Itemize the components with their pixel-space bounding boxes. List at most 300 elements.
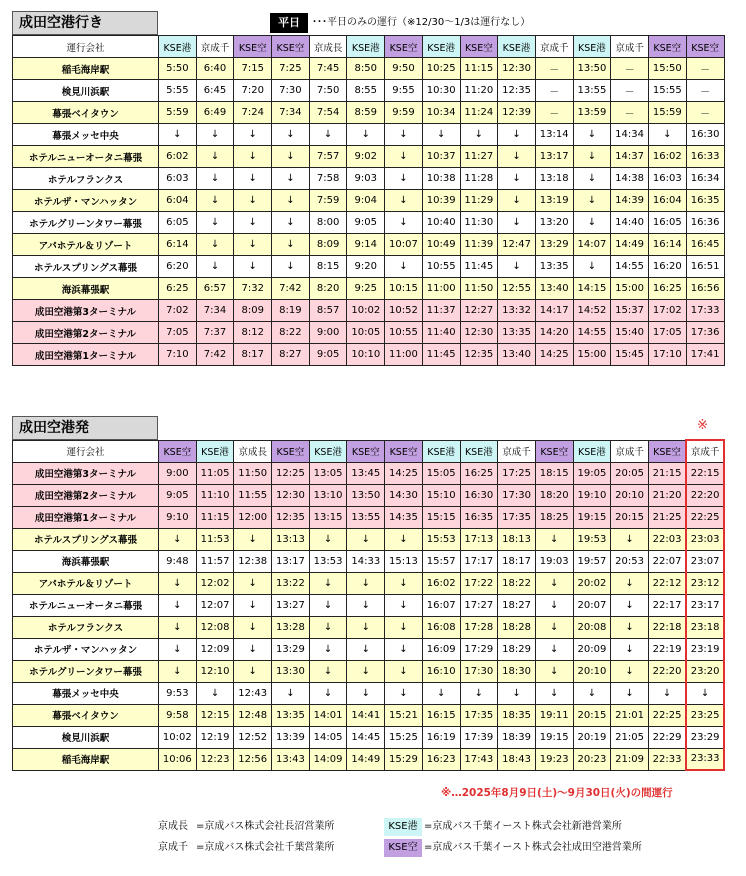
time-cell: ↓: [234, 168, 272, 190]
time-cell: ↓: [535, 638, 573, 660]
stop-row: [13, 572, 725, 594]
time-cell: ↓: [573, 212, 611, 234]
time-cell: ↓: [159, 616, 197, 638]
time-cell: ↓: [272, 190, 310, 212]
time-cell: ↓: [535, 572, 573, 594]
time-cell: 16:04: [648, 190, 686, 212]
time-cell: 23:12: [686, 572, 724, 594]
stop-row: [13, 124, 725, 146]
stop-name: 成田空港第2ターミナル: [13, 484, 159, 506]
stop-name: 検見川浜駅: [13, 80, 159, 102]
time-cell: 10:49: [422, 234, 460, 256]
time-cell: 15:37: [611, 300, 649, 322]
time-cell: ↓: [347, 572, 385, 594]
time-cell: 20:15: [573, 704, 611, 726]
time-cell: 17:36: [686, 322, 724, 344]
time-cell: 9:03: [347, 168, 385, 190]
time-cell: 13:32: [498, 300, 536, 322]
time-cell: 16:25: [648, 278, 686, 300]
time-cell: 20:05: [611, 462, 649, 484]
stop-name: 成田空港第3ターミナル: [13, 300, 159, 322]
time-cell: ↓: [196, 124, 234, 146]
time-cell: 23:17: [686, 594, 724, 616]
time-cell: 13:10: [309, 484, 347, 506]
time-cell: 9:02: [347, 146, 385, 168]
time-cell: ↓: [347, 660, 385, 682]
timetable-from-airport: [12, 439, 725, 771]
time-cell: 15:21: [385, 704, 423, 726]
time-cell: 23:18: [686, 616, 724, 638]
legend-desc-naganuma: =京成バス株式会社長沼営業所: [196, 821, 335, 832]
time-cell: 17:41: [686, 344, 724, 366]
time-cell: 6:14: [159, 234, 197, 256]
special-service-mark: ※: [697, 418, 708, 433]
operator-cell: 京成千: [498, 440, 536, 462]
stop-name: ホテルニューオータニ幕張: [13, 594, 159, 616]
time-cell: 11:30: [460, 212, 498, 234]
time-cell: 17:35: [498, 506, 536, 528]
time-cell: 8:50: [347, 58, 385, 80]
time-cell: 5:59: [159, 102, 197, 124]
time-cell: 17:28: [460, 616, 498, 638]
time-cell: 16:51: [686, 256, 724, 278]
time-cell: 6:40: [196, 58, 234, 80]
time-cell: 13:29: [272, 638, 310, 660]
time-cell: 16:56: [686, 278, 724, 300]
time-cell: 10:52: [385, 300, 423, 322]
operator-cell: KSE港: [422, 440, 460, 462]
time-cell: 12:30: [460, 322, 498, 344]
time-cell: ↓: [385, 638, 423, 660]
time-cell: 6:05: [159, 212, 197, 234]
time-cell: 7:50: [309, 80, 347, 102]
time-cell: 22:33: [648, 748, 686, 770]
time-cell: 17:27: [460, 594, 498, 616]
time-cell: 22:20: [648, 660, 686, 682]
time-cell: 10:37: [422, 146, 460, 168]
time-cell: 6:49: [196, 102, 234, 124]
time-cell: ↓: [196, 190, 234, 212]
stop-row: [13, 462, 725, 484]
time-cell: 13:14: [535, 124, 573, 146]
operator-cell: KSE空: [347, 440, 385, 462]
time-cell: 13:35: [535, 256, 573, 278]
time-cell: 7:59: [309, 190, 347, 212]
time-cell: 11:53: [196, 528, 234, 550]
time-cell: 7:15: [234, 58, 272, 80]
time-cell: 16:19: [422, 726, 460, 748]
time-cell: 12:19: [196, 726, 234, 748]
stop-name: 幕張ベイタウン: [13, 704, 159, 726]
time-cell: 8:55: [347, 80, 385, 102]
time-cell: 15:25: [385, 726, 423, 748]
time-cell: ↓: [385, 212, 423, 234]
stop-row: [13, 704, 725, 726]
time-cell: 14:52: [573, 300, 611, 322]
stop-row: [13, 168, 725, 190]
stop-name: 幕張メッセ中央: [13, 682, 159, 704]
time-cell: 14:37: [611, 146, 649, 168]
time-cell: 12:48: [234, 704, 272, 726]
time-cell: 11:00: [385, 344, 423, 366]
time-cell: 7:24: [234, 102, 272, 124]
time-cell: 19:03: [535, 550, 573, 572]
time-cell: 16:09: [422, 638, 460, 660]
time-cell: 11:15: [196, 506, 234, 528]
time-cell: 23:33: [686, 748, 724, 770]
time-cell: 7:54: [309, 102, 347, 124]
time-cell: 14:07: [573, 234, 611, 256]
time-cell: 11:37: [422, 300, 460, 322]
time-cell: 10:34: [422, 102, 460, 124]
operator-cell: 京成長: [309, 36, 347, 58]
time-cell: 13:50: [347, 484, 385, 506]
stop-name: 成田空港第1ターミナル: [13, 344, 159, 366]
time-cell: 5:55: [159, 80, 197, 102]
time-cell: ↓: [196, 682, 234, 704]
section2-title: 成田空港発: [12, 416, 158, 440]
time-cell: 17:05: [648, 322, 686, 344]
time-cell: 7:32: [234, 278, 272, 300]
time-cell: ↓: [611, 638, 649, 660]
time-cell: ↓: [234, 124, 272, 146]
stop-name: 稲毛海岸駅: [13, 748, 159, 770]
time-cell: 22:03: [648, 528, 686, 550]
time-cell: ↓: [234, 572, 272, 594]
time-cell: 13:55: [347, 506, 385, 528]
time-cell: 23:07: [686, 550, 724, 572]
time-cell: 19:11: [535, 704, 573, 726]
time-cell: 12:56: [234, 748, 272, 770]
time-cell: 16:30: [686, 124, 724, 146]
time-cell: ↓: [196, 256, 234, 278]
time-cell: 13:22: [272, 572, 310, 594]
time-cell: －: [535, 58, 573, 80]
time-cell: 11:10: [196, 484, 234, 506]
time-cell: 21:15: [648, 462, 686, 484]
time-cell: 13:20: [535, 212, 573, 234]
time-cell: 11:05: [196, 462, 234, 484]
time-cell: ↓: [573, 682, 611, 704]
time-cell: 17:22: [460, 572, 498, 594]
time-cell: 16:35: [460, 506, 498, 528]
time-cell: ↓: [573, 168, 611, 190]
time-cell: ↓: [159, 638, 197, 660]
time-cell: 13:29: [535, 234, 573, 256]
time-cell: ↓: [309, 572, 347, 594]
time-cell: 6:20: [159, 256, 197, 278]
stop-name: ホテルグリーンタワー幕張: [13, 660, 159, 682]
stop-name: 稲毛海岸駅: [13, 58, 159, 80]
operator-header-label: 運行会社: [13, 440, 159, 462]
time-cell: 12:27: [460, 300, 498, 322]
time-cell: 20:08: [573, 616, 611, 638]
stop-row: [13, 594, 725, 616]
time-cell: 8:19: [272, 300, 310, 322]
time-cell: 16:23: [422, 748, 460, 770]
time-cell: 8:09: [309, 234, 347, 256]
time-cell: 14:35: [385, 506, 423, 528]
stop-name: 海浜幕張駅: [13, 550, 159, 572]
stop-row: [13, 80, 725, 102]
time-cell: 18:43: [498, 748, 536, 770]
stop-row: [13, 146, 725, 168]
time-cell: 22:25: [648, 704, 686, 726]
stop-row: [13, 484, 725, 506]
time-cell: 21:05: [611, 726, 649, 748]
time-cell: 11:28: [460, 168, 498, 190]
time-cell: 14:49: [611, 234, 649, 256]
operator-cell: KSE空: [648, 440, 686, 462]
stop-row: [13, 102, 725, 124]
time-cell: 11:50: [234, 462, 272, 484]
time-cell: 19:05: [573, 462, 611, 484]
time-cell: ↓: [385, 660, 423, 682]
time-cell: 15:00: [573, 344, 611, 366]
time-cell: 21:25: [648, 506, 686, 528]
time-cell: ↓: [611, 528, 649, 550]
time-cell: 16:02: [422, 572, 460, 594]
time-cell: 14:01: [309, 704, 347, 726]
time-cell: 13:28: [272, 616, 310, 638]
time-cell: 7:57: [309, 146, 347, 168]
time-cell: 8:57: [309, 300, 347, 322]
time-cell: 19:53: [573, 528, 611, 550]
stop-name: ホテルグリーンタワー幕張: [13, 212, 159, 234]
operator-cell: KSE港: [347, 36, 385, 58]
operator-cell: KSE空: [234, 36, 272, 58]
operator-cell: KSE港: [573, 440, 611, 462]
time-cell: ↓: [648, 682, 686, 704]
legend-desc-chiba: =京成バス株式会社千葉営業所: [196, 842, 335, 853]
time-cell: ↓: [498, 168, 536, 190]
time-cell: ↓: [272, 212, 310, 234]
time-cell: 19:23: [535, 748, 573, 770]
time-cell: 14:33: [347, 550, 385, 572]
stop-name: ホテルスプリングス幕張: [13, 528, 159, 550]
stop-row: [13, 550, 725, 572]
time-cell: 13:35: [498, 322, 536, 344]
time-cell: ↓: [234, 638, 272, 660]
time-cell: 13:39: [272, 726, 310, 748]
time-cell: 20:09: [573, 638, 611, 660]
time-cell: 13:27: [272, 594, 310, 616]
time-cell: 15:59: [648, 102, 686, 124]
time-cell: ↓: [196, 146, 234, 168]
time-cell: 21:09: [611, 748, 649, 770]
time-cell: 12:35: [498, 80, 536, 102]
time-cell: 11:45: [460, 256, 498, 278]
time-cell: 8:09: [234, 300, 272, 322]
operator-cell: KSE港: [422, 36, 460, 58]
time-cell: 15:10: [422, 484, 460, 506]
time-cell: 12:43: [234, 682, 272, 704]
time-cell: 18:30: [498, 660, 536, 682]
operator-row: [13, 36, 725, 58]
time-cell: －: [686, 80, 724, 102]
time-cell: 21:20: [648, 484, 686, 506]
time-cell: ↓: [611, 616, 649, 638]
time-cell: ↓: [686, 682, 724, 704]
time-cell: ↓: [272, 234, 310, 256]
stop-row: [13, 682, 725, 704]
stop-row: [13, 190, 725, 212]
time-cell: 9:50: [385, 58, 423, 80]
stop-name: ホテルフランクス: [13, 168, 159, 190]
time-cell: ↓: [234, 616, 272, 638]
time-cell: 13:13: [272, 528, 310, 550]
time-cell: 7:05: [159, 322, 197, 344]
time-cell: ↓: [498, 682, 536, 704]
time-cell: ↓: [385, 124, 423, 146]
time-cell: ↓: [535, 616, 573, 638]
time-cell: 12:35: [460, 344, 498, 366]
time-cell: 18:17: [498, 550, 536, 572]
time-cell: 17:13: [460, 528, 498, 550]
time-cell: 15:45: [611, 344, 649, 366]
time-cell: 14:38: [611, 168, 649, 190]
time-cell: 12:23: [196, 748, 234, 770]
time-cell: 9:05: [347, 212, 385, 234]
time-cell: 13:35: [272, 704, 310, 726]
time-cell: ↓: [385, 256, 423, 278]
operator-cell: KSE港: [460, 440, 498, 462]
time-cell: 10:30: [422, 80, 460, 102]
time-cell: 17:30: [498, 484, 536, 506]
time-cell: 12:09: [196, 638, 234, 660]
operator-cell: KSE港: [159, 36, 197, 58]
time-cell: ↓: [648, 124, 686, 146]
time-cell: ↓: [385, 190, 423, 212]
time-cell: 14:34: [611, 124, 649, 146]
time-cell: ↓: [159, 572, 197, 594]
time-cell: －: [686, 58, 724, 80]
time-cell: 13:45: [347, 462, 385, 484]
time-cell: ↓: [611, 682, 649, 704]
operator-header-label: 運行会社: [13, 36, 159, 58]
time-cell: 22:07: [648, 550, 686, 572]
time-cell: ↓: [234, 594, 272, 616]
time-cell: ↓: [385, 616, 423, 638]
time-cell: 12:15: [196, 704, 234, 726]
time-cell: 5:50: [159, 58, 197, 80]
time-cell: 11:55: [234, 484, 272, 506]
stop-name: 幕張ベイタウン: [13, 102, 159, 124]
time-cell: 19:10: [573, 484, 611, 506]
stop-row: [13, 660, 725, 682]
time-cell: 22:12: [648, 572, 686, 594]
time-cell: ↓: [234, 234, 272, 256]
time-cell: ↓: [498, 146, 536, 168]
time-cell: ↓: [272, 168, 310, 190]
stop-name: ホテルザ・マンハッタン: [13, 638, 159, 660]
time-cell: ↓: [272, 256, 310, 278]
time-cell: 22:19: [648, 638, 686, 660]
time-cell: 8:12: [234, 322, 272, 344]
time-cell: －: [535, 102, 573, 124]
time-cell: 7:42: [196, 344, 234, 366]
time-cell: 13:15: [309, 506, 347, 528]
time-cell: 16:35: [686, 190, 724, 212]
time-cell: 17:35: [460, 704, 498, 726]
time-cell: 7:37: [196, 322, 234, 344]
time-cell: ↓: [159, 660, 197, 682]
time-cell: 17:10: [648, 344, 686, 366]
time-cell: 13:30: [272, 660, 310, 682]
time-cell: ↓: [234, 256, 272, 278]
time-cell: ↓: [159, 124, 197, 146]
operator-cell: 京成千: [611, 36, 649, 58]
time-cell: 12:35: [272, 506, 310, 528]
time-cell: 9:04: [347, 190, 385, 212]
operator-cell: KSE空: [535, 440, 573, 462]
time-cell: 15:50: [648, 58, 686, 80]
stop-name: 海浜幕張駅: [13, 278, 159, 300]
stop-name: ホテルニューオータニ幕張: [13, 146, 159, 168]
time-cell: 7:30: [272, 80, 310, 102]
time-cell: －: [611, 80, 649, 102]
time-cell: ↓: [309, 682, 347, 704]
time-cell: 6:45: [196, 80, 234, 102]
time-cell: 14:15: [573, 278, 611, 300]
time-cell: 14:17: [535, 300, 573, 322]
time-cell: 10:25: [422, 58, 460, 80]
time-cell: 9:58: [159, 704, 197, 726]
stop-row: [13, 506, 725, 528]
operator-cell: KSE空: [648, 36, 686, 58]
time-cell: 15:13: [385, 550, 423, 572]
time-cell: 17:39: [460, 726, 498, 748]
time-cell: 14:09: [309, 748, 347, 770]
time-cell: 8:15: [309, 256, 347, 278]
time-cell: 19:57: [573, 550, 611, 572]
time-cell: 14:40: [611, 212, 649, 234]
time-cell: 10:38: [422, 168, 460, 190]
time-cell: 17:43: [460, 748, 498, 770]
time-cell: 13:17: [535, 146, 573, 168]
time-cell: 11:50: [460, 278, 498, 300]
operator-cell: KSE空: [272, 440, 310, 462]
time-cell: 16:45: [686, 234, 724, 256]
time-cell: 12:55: [498, 278, 536, 300]
time-cell: ↓: [611, 660, 649, 682]
time-cell: 13:53: [309, 550, 347, 572]
time-cell: 9:00: [159, 462, 197, 484]
time-cell: 10:39: [422, 190, 460, 212]
time-cell: ↓: [159, 528, 197, 550]
time-cell: ↓: [573, 146, 611, 168]
time-cell: ↓: [498, 124, 536, 146]
time-cell: 10:07: [385, 234, 423, 256]
time-cell: 9:25: [347, 278, 385, 300]
time-cell: 9:20: [347, 256, 385, 278]
time-cell: 8:27: [272, 344, 310, 366]
time-cell: 15:57: [422, 550, 460, 572]
stop-row: [13, 58, 725, 80]
time-cell: ↓: [309, 616, 347, 638]
time-cell: ↓: [347, 528, 385, 550]
time-cell: 10:05: [347, 322, 385, 344]
time-cell: 11:39: [460, 234, 498, 256]
time-cell: 8:00: [309, 212, 347, 234]
time-cell: ↓: [385, 168, 423, 190]
time-cell: 17:02: [648, 300, 686, 322]
stop-name: ホテルフランクス: [13, 616, 159, 638]
time-cell: ↓: [535, 528, 573, 550]
time-cell: 18:15: [535, 462, 573, 484]
time-cell: 11:29: [460, 190, 498, 212]
operator-cell: KSE空: [385, 36, 423, 58]
